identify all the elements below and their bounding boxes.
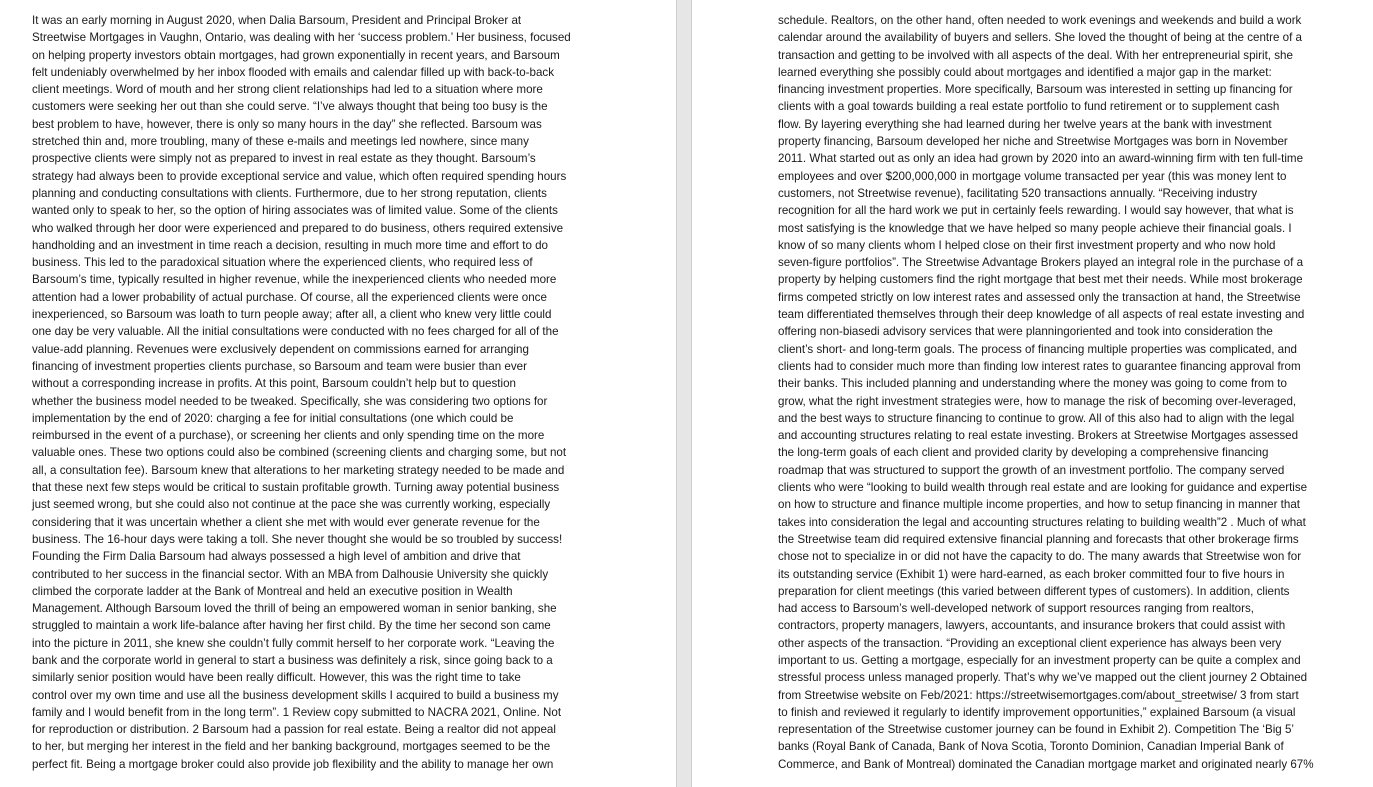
text-line: stressful process unless managed properly. That’s why we’ve mapped out the client journey 2 Obtained <box>778 671 1308 685</box>
page-gutter <box>676 0 692 787</box>
text-line: other aspects of the transaction. “Providing an exceptional client experience has always been very <box>778 636 1282 650</box>
text-line: Streetwise Mortgages in Vaughn, Ontario, was dealing with her ‘success problem.’ Her business, focused <box>32 31 571 45</box>
text-line: It was an early morning in August 2020, when Dalia Barsoum, President and Principal Broker at <box>32 14 522 27</box>
text-line: their banks. This included planning and understanding where the money was going to come from to <box>778 377 1287 391</box>
document-page-right <box>692 0 1373 787</box>
text-line: preparation for client meetings (this varied between different types of customers). In addition, clients <box>778 584 1290 598</box>
document-page-left <box>0 0 668 787</box>
text-line: takes into consideration the legal and accounting structures relating to building wealth”2 . Much of what <box>778 515 1306 529</box>
text-line: calendar around the availability of buyers and sellers. She loved the thought of being at the centre of a <box>778 31 1302 45</box>
text-line: into the picture in 2011, she knew she couldn’t fully commit herself to her corporate work. “Leaving the <box>32 636 555 650</box>
text-line: one day be very valuable. All the initial consultations were conducted with no fees charged for all of the <box>32 325 559 339</box>
text-line: who walked through her door were experienced and prepared to do business, others required extensive <box>32 221 564 235</box>
text-line: grow, what the right investment strategies were, how to manage the risk of becoming over-leveraged, <box>778 394 1297 408</box>
text-line: on helping property investors obtain mortgages, had grown exponentially in recent years, and Barsoum <box>32 48 560 62</box>
text-line: schedule. Realtors, on the other hand, often needed to work evenings and weekends and build a work <box>778 14 1302 27</box>
text-line: representation of the Streetwise customer journey can be found in Exhibit 2). Competition The ‘Big 5’ <box>778 723 1294 737</box>
text-line: just seemed wrong, but she could also not continue at the pace she was currently working, especially <box>32 498 551 512</box>
text-line: its outstanding service (Exhibit 1) were hard-earned, as each broker committed four to five hours in <box>778 567 1285 581</box>
text-line: to her, but merging her interest in the field and her banking background, mortgages seemed to be the <box>32 740 551 754</box>
text-line: inexperienced, so Barsoum was loath to turn people away; after all, a client who knew very little could <box>32 308 552 322</box>
text-line: all, a consultation fee). Barsoum knew that alterations to her marketing strategy needed to be made and <box>32 463 565 477</box>
text-line: contributed to her success in the financial sector. With an MBA from Dalhousie University she quickly <box>32 567 549 581</box>
text-line: customers, not Streetwise revenue), facilitating 520 transactions annually. “Receiving industry <box>778 186 1258 200</box>
text-line: business. This led to the paradoxical situation where the experienced clients, who required less of <box>32 256 533 270</box>
text-line: felt undeniably overwhelmed by her inbox flooded with emails and calendar filled up with back-to-back <box>32 65 555 79</box>
text-line: struggled to maintain a work life-balance after having her first child. By the time her second son came <box>32 619 551 633</box>
text-line: whether the business model needed to be tweaked. Specifically, she was considering two options for <box>32 394 548 408</box>
text-line: employees and over $200,000,000 in mortgage volume transacted per year (this was money lent to <box>778 169 1287 183</box>
text-line: business. The 16-hour days were taking a toll. She never thought she would be so troubled by success! <box>32 532 563 546</box>
text-line: know of so many clients whom I helped close on their first investment property and who now hold <box>778 238 1276 252</box>
text-line: Founding the Firm Dalia Barsoum had always possessed a high level of ambition and drive that <box>32 550 521 564</box>
text-line: had access to Barsoum’s well-developed network of support resources ranging from realtors, <box>778 602 1255 616</box>
text-line: financing of investment properties clients purchase, so Barsoum and team were busier than ever <box>32 359 527 373</box>
text-line: financing investment properties. More specifically, Barsoum was interested in setting up financing for <box>778 83 1293 97</box>
text-line: for reproduction or distribution. 2 Barsoum had a passion for real estate. Being a realtor did not appeal <box>32 723 556 737</box>
text-line: seven-figure portfolios”. The Streetwise Advantage Brokers played an integral role in the purchase of a <box>778 256 1304 270</box>
text-line: firms competed strictly on low interest rates and assessed only the transaction at hand, the Streetwise <box>778 290 1301 304</box>
text-line: that these next few steps would be critical to sustain profitable growth. Turning away potential business <box>32 481 560 495</box>
text-line: chose not to specialize in or did not have the capacity to do. The many awards that Streetwise won for <box>778 550 1302 564</box>
text-line: wanted only to speak to her, so the option of hiring associates was of limited value. Some of the clients <box>32 204 558 218</box>
text-line: the Streetwise team did required extensive financial planning and forecasts that other brokerage firms <box>778 532 1299 546</box>
text-line: prospective clients were simply not as prepared to invest in real estate as they thought. Barsoum’s <box>32 152 536 166</box>
text-line: clients who were “looking to build wealth through real estate and are looking for guidance and expertise <box>778 481 1308 495</box>
text-line: and the best ways to structure financing to continue to grow. All of this also had to align with the legal <box>778 411 1295 425</box>
text-line: perfect fit. Being a mortgage broker could also provide job flexibility and the ability to manage her own <box>32 757 554 771</box>
page-text-left <box>32 12 571 773</box>
text-line: valuable ones. These two options could also be combined (screening clients and charging some, but not <box>32 446 567 460</box>
text-line: value-add planning. Revenues were exclusively dependent on commissions earned for arranging <box>32 342 529 356</box>
text-line: family and I would benefit from in the long term”. 1 Review copy submitted to NACRA 2021, Online. Not <box>32 705 562 719</box>
text-line: important to us. Getting a mortgage, especially for an investment property can be quite a complex and <box>778 653 1301 667</box>
text-line: learned everything she possibly could about mortgages and identified a major gap in the market: <box>778 65 1272 79</box>
text-line: similarly senior position would have been really difficult. However, this was the right time to take <box>32 671 521 685</box>
text-line: transaction and getting to be involved with all aspects of the deal. With her entrepreneurial spirit, she <box>778 48 1293 62</box>
text-line: from Streetwise website on Feb/2021: https://streetwisemortgages.com/about_streetwise/ 3 from start <box>778 688 1299 702</box>
text-line: recognition for all the hard work we put in certainly feels rewarding. I would say however, that what is <box>778 204 1294 218</box>
text-line: property by helping customers find the right mortgage that best met their needs. While most brokerage <box>778 273 1303 287</box>
text-line: on how to structure and finance multiple income properties, and how to setup financing in manner that <box>778 498 1301 512</box>
text-line: team differentiated themselves through their deep knowledge of all aspects of real estate investing and <box>778 308 1305 322</box>
text-line: planning and conducting consultations with clients. Furthermore, due to her strong reputation, clients <box>32 186 547 200</box>
text-line: Commerce, and Bank of Montreal) dominated the Canadian mortgage market and originated nearly 67% <box>778 757 1314 771</box>
text-line: stretched thin and, more troubling, many of these e-mails and meetings led nowhere, since many <box>32 135 529 149</box>
text-line: flow. By layering everything she had learned during her twelve years at the bank with investment <box>778 117 1272 131</box>
text-line: control over my own time and use all the business development skills I acquired to build a business my <box>32 688 559 702</box>
text-line: attention had a lower probability of actual purchase. Of course, all the experienced clients were once <box>32 290 547 304</box>
text-line: roadmap that was structured to support the growth of an investment portfolio. The company served <box>778 463 1285 477</box>
text-line: clients with a goal towards building a real estate portfolio to fund retirement or to supplement cash <box>778 100 1280 114</box>
text-line: Management. Although Barsoum loved the thrill of being an empowered woman in senior banking, she <box>32 602 557 616</box>
text-line: 2011. What started out as only an idea had grown by 2020 into an award-winning firm with ten full-time <box>778 152 1304 166</box>
text-line: handholding and an investment in time reach a decision, resulting in much more time and effort to do <box>32 238 549 252</box>
text-line: offering non-biasedi advisory services that were planningoriented and took into consideration the <box>778 325 1273 339</box>
text-line: to finish and reviewed it regularly to identify improvement opportunities,” explained Barsoum (a visual <box>778 705 1296 719</box>
text-line: client meetings. Word of mouth and her strong client relationships had led to a situation where more <box>32 83 543 97</box>
text-line: implementation by the end of 2020: charging a fee for initial consultations (one which could be <box>32 411 514 425</box>
text-line: most satisfying is the knowledge that we have helped so many people achieve their financial goals. I <box>778 221 1292 235</box>
text-line: best problem to have, however, there is only so many hours in the day” she reflected. Barsoum was <box>32 117 542 131</box>
page-text-right <box>778 12 1314 773</box>
text-line: considering that it was uncertain whether a client she met with would ever generate revenue for the <box>32 515 540 529</box>
text-line: without a corresponding increase in profits. At this point, Barsoum couldn’t help but to question <box>32 377 516 391</box>
text-line: contractors, property managers, lawyers, accountants, and insurance brokers that could assist with <box>778 619 1286 633</box>
text-line: banks (Royal Bank of Canada, Bank of Nova Scotia, Toronto Dominion, Canadian Imperial Bank of <box>778 740 1284 754</box>
text-line: Barsoum’s time, typically resulted in higher revenue, while the inexperienced clients who needed more <box>32 273 557 287</box>
text-line: strategy had always been to provide exceptional service and value, which often required spending hours <box>32 169 567 183</box>
text-line: and accounting structures relating to real estate investing. Brokers at Streetwise Mortgages assessed <box>778 429 1299 443</box>
text-line: the long-term goals of each client and provided clarity by developing a comprehensive financing <box>778 446 1269 460</box>
text-line: customers were seeking her out than she could serve. “I’ve always thought that being too busy is the <box>32 100 548 114</box>
text-line: property financing, Barsoum developed her niche and Streetwise Mortgages was born in November <box>778 135 1288 149</box>
text-line: client’s short- and long-term goals. The process of financing multiple properties was complicated, and <box>778 342 1297 356</box>
text-line: clients had to consider much more than finding low interest rates to guarantee financing approval from <box>778 359 1301 373</box>
text-line: bank and the corporate world in general to start a business was definitely a risk, since going back to a <box>32 653 553 667</box>
text-line: climbed the corporate ladder at the Bank of Montreal and held an executive position in Wealth <box>32 584 513 598</box>
text-line: reimbursed in the event of a purchase), or screening her clients and only spending time on the more <box>32 429 545 443</box>
